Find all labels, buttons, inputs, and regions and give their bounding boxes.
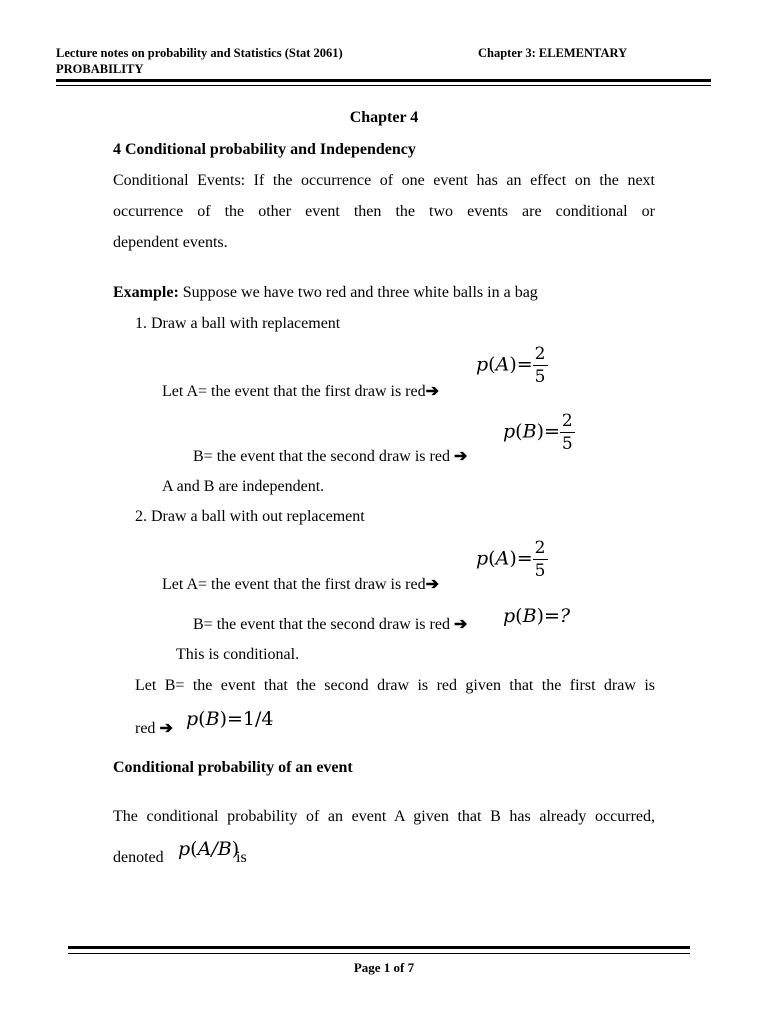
cond-text-is: is	[236, 849, 247, 866]
case2-conclusion: This is conditional.	[176, 646, 300, 663]
case2-pa-fraction: $\frac{2}{5}$	[534, 538, 546, 581]
cond-text-line-1: The conditional probability of an event A given that B has already occurred,	[113, 808, 655, 825]
case1-let-a: Let A= the event that the first draw is red➔	[162, 383, 440, 400]
case2-given-line-1: Let B= the event that the second draw is red given that the first draw is	[135, 677, 655, 694]
cond-heading: Conditional probability of an event	[113, 759, 353, 776]
header-course-subtitle: PROBABILITY	[56, 62, 144, 76]
case2-pb-equation: p(B)=?	[503, 605, 571, 627]
case1-let-b: B= the event that the second draw is red ➔	[193, 448, 468, 465]
arrow-icon: ➔	[159, 720, 173, 737]
example-line	[113, 284, 538, 302]
case1-pb-fraction: $\frac{2}{5}$	[561, 411, 573, 454]
arrow-icon: ➔	[425, 576, 440, 593]
footer-rule-thick	[68, 946, 690, 949]
case1-pb-equation: p(B)= $\frac{2}{5}$	[503, 411, 573, 454]
intro-line-2: occurrence of the other event then the two events are conditional or	[113, 203, 655, 220]
intro-line-3: dependent events.	[113, 234, 228, 251]
header-chapter: Chapter 3: ELEMENTARY	[478, 46, 628, 60]
case2-let-a: Let A= the event that the first draw is red➔	[162, 576, 440, 593]
footer-page-number: Page 1 of 7	[353, 960, 415, 975]
example-text: Suppose we have two red and three white balls in a bag	[178, 284, 538, 301]
arrow-icon: ➔	[453, 448, 468, 465]
case2-pb-given-equation: p(B)=1/4	[186, 708, 274, 730]
footer-rule-thin	[68, 953, 690, 954]
header-rule-thick	[56, 79, 711, 82]
cond-text-denoted: denoted	[113, 849, 164, 866]
arrow-icon: ➔	[425, 383, 440, 400]
case2-given-line-2: red ➔	[135, 720, 173, 737]
case1-conclusion: A and B are independent.	[162, 478, 325, 495]
header-course-title: Lecture notes on probability and Statistics (Stat 2061)	[56, 46, 343, 60]
example-label: Example:	[113, 284, 179, 301]
arrow-icon: ➔	[453, 616, 468, 633]
case1-item: 1. Draw a ball with replacement	[135, 315, 341, 332]
case2-item: 2. Draw a ball with out replacement	[135, 508, 365, 525]
case2-pa-equation: p(A)= $\frac{2}{5}$	[476, 538, 546, 581]
chapter-title: Chapter 4	[349, 109, 419, 126]
cond-notation-equation: p(A/B)	[178, 838, 240, 860]
case2-let-b: B= the event that the second draw is red ➔	[193, 616, 468, 633]
intro-line-1: Conditional Events: If the occurrence of one event has an effect on the next	[113, 172, 655, 189]
section-title: 4 Conditional probability and Independency	[113, 141, 416, 158]
case1-pa-equation: p(A)= $\frac{2}{5}$	[476, 344, 546, 387]
case1-pa-fraction: $\frac{2}{5}$	[534, 344, 546, 387]
header-rule-thin	[56, 85, 711, 86]
